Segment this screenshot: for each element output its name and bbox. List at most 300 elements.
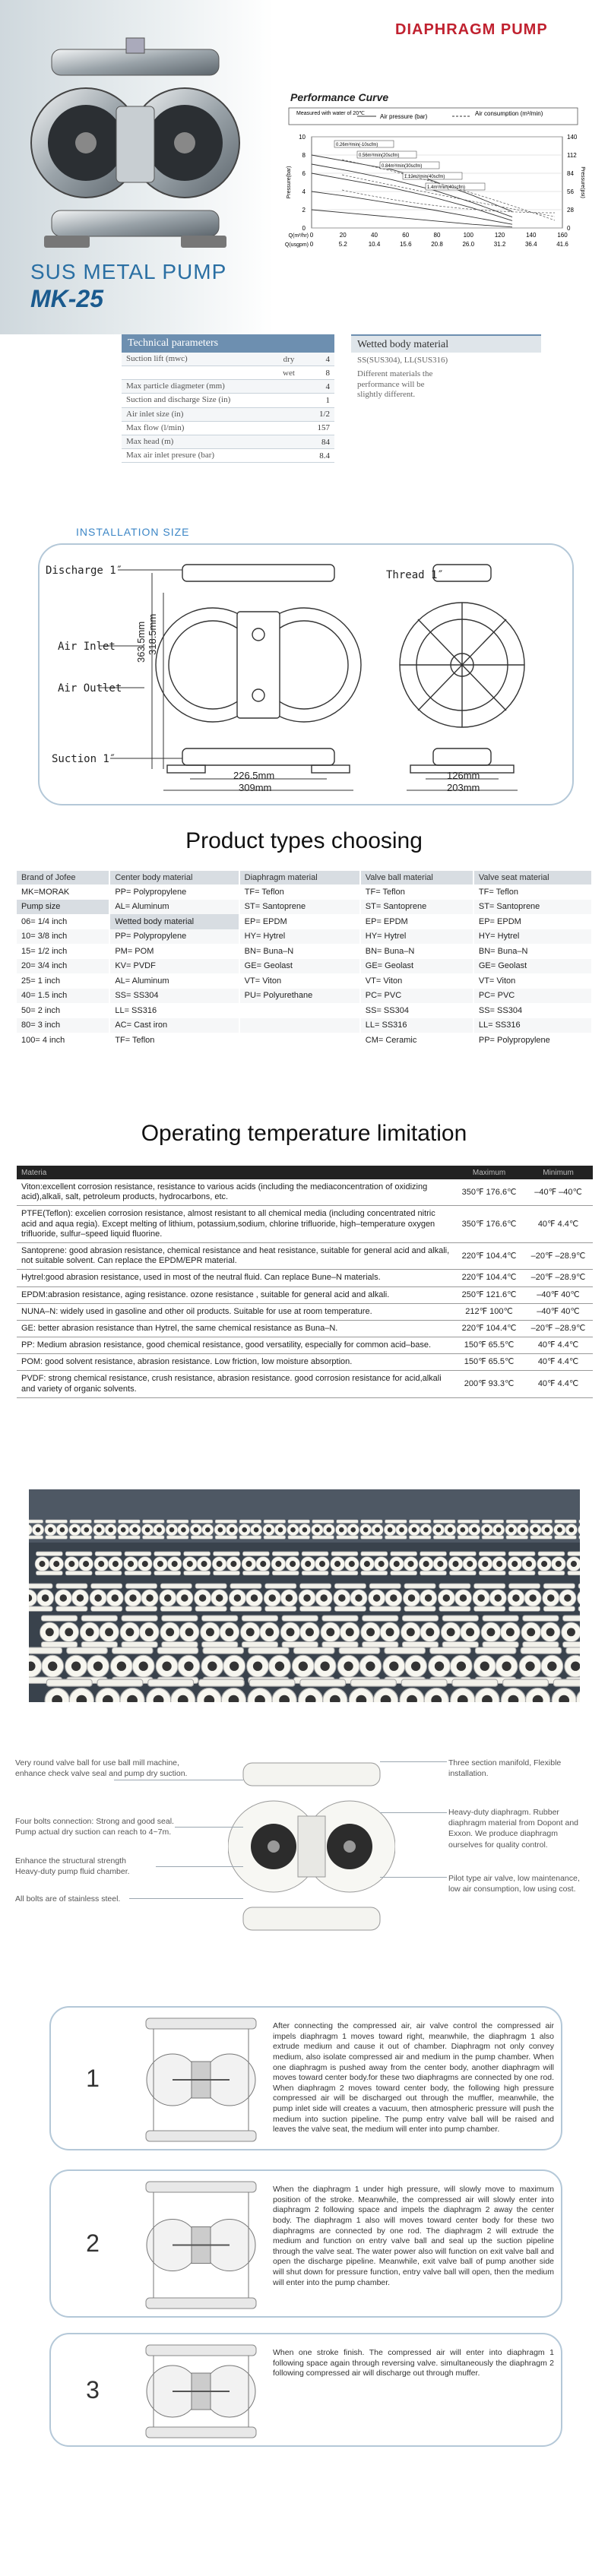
product-types-cell: BN= Buna–N: [360, 944, 473, 959]
pressure-curve: [312, 210, 512, 227]
legend-air-pressure: Air pressure (bar): [380, 113, 428, 120]
feature-structural: Enhance the structural strength Heavy-duty pump fluid chamber.: [15, 1856, 130, 1877]
temperature-row: [17, 1303, 593, 1320]
pump-unit: [473, 1647, 518, 1683]
material-description: GE: better abrasion resistance than Hytrel, the same chemical resistance as Buna–N.: [17, 1320, 454, 1337]
x-axis-label-m3hr: Q(m³/hr): [288, 233, 309, 239]
step-diagram: [138, 2179, 264, 2312]
product-types-cell: 100= 4 inch: [17, 1033, 109, 1048]
product-types-cell: PP= Polypropylene: [109, 885, 239, 900]
pressure-curve: [312, 164, 512, 217]
x-tick-usgpm: 41.6: [556, 241, 568, 248]
product-types-cell: TF= Teflon: [109, 1033, 239, 1048]
model-number: MK-25: [30, 285, 104, 312]
product-types-title: Product types choosing: [185, 828, 423, 853]
pump-unit: [271, 1552, 300, 1575]
pump-unit: [478, 1552, 507, 1575]
factory-photo: [29, 1489, 580, 1702]
product-types-table: [17, 871, 593, 1048]
pump-unit: [567, 1552, 580, 1575]
product-types-cell: [239, 1003, 360, 1018]
product-types-cell: MK=MORAK: [17, 885, 109, 900]
product-types-cell: VT= Viton: [473, 973, 592, 989]
wetted-body-panel: [351, 334, 541, 403]
tech-param-label: Air inlet size (in): [126, 409, 184, 419]
temperature-row: [17, 1206, 593, 1243]
x-tick-usgpm: 36.4: [524, 241, 537, 248]
product-types-row: [17, 944, 592, 959]
y-tick-left: 0: [302, 225, 306, 232]
y-axis-label-left: Pressure(bar): [287, 166, 292, 199]
tech-param-value: 1: [325, 395, 330, 405]
pump-unit: [312, 1520, 335, 1539]
pump-unit: [369, 1584, 402, 1611]
air-consumption-label: 1.4m³/min(40scfm): [427, 185, 466, 190]
min-temperature: –40℉ 40℃: [524, 1303, 593, 1320]
product-types-cell: SS= SS304: [473, 1003, 592, 1018]
product-types-row: [17, 900, 592, 915]
x-tick-m3hr: 160: [557, 232, 568, 239]
temperature-row: [17, 1286, 593, 1303]
air-consumption-label: 1.12m³/min(40scfm): [404, 175, 445, 179]
pump-unit: [331, 1552, 359, 1575]
pump-unit: [562, 1616, 580, 1647]
feature-diaphragm: Heavy-duty diaphragm. Rubber diaphragm material from Dopont and Exxon. We produce diaphragm ourselves for quality control.: [448, 1808, 579, 1850]
pump-unit: [481, 1520, 505, 1539]
product-types-cell: [239, 1033, 360, 1048]
y-tick-right: 112: [567, 152, 577, 159]
pump-unit: [287, 1520, 311, 1539]
product-types-cell: PM= POM: [109, 944, 239, 959]
product-types-cell: 15= 1/2 inch: [17, 944, 109, 959]
product-types-row: [17, 989, 592, 1004]
air-consumption-curve: [342, 175, 555, 217]
feature-stainless: All bolts are of stainless steel.: [15, 1894, 121, 1904]
pump-unit: [240, 1616, 279, 1647]
product-types-cell: PC= PVC: [360, 989, 473, 1004]
pump-unit: [336, 1520, 359, 1539]
step-diagram: [138, 2015, 264, 2144]
tech-param-label: [122, 372, 274, 375]
tech-param-label: Max particle diagmeter (mm): [126, 381, 225, 391]
product-types-cell: GE= Geolast: [239, 959, 360, 974]
pump-unit: [242, 1552, 271, 1575]
tech-param-row: [122, 366, 334, 380]
pump-unit: [521, 1616, 560, 1647]
height-dimension-2: 318.5mm: [147, 613, 158, 655]
material-description: Viton:excellent corrosion resistance, resistance to various acids (including the mediaconcentration of oxidizing acid),alkali, salt, petroleum products, hydrocarbons, etc.: [17, 1179, 454, 1206]
step-number: 1: [86, 2064, 100, 2092]
performance-curve-title: Performance Curve: [290, 91, 389, 103]
pump-unit: [389, 1552, 418, 1575]
product-types-cell: ST= Santoprene: [239, 900, 360, 915]
width-dimension-1: 226.5mm: [233, 770, 275, 781]
wetted-body-note: Different materials the performance will be slightly different.: [357, 369, 433, 400]
temperature-table: [17, 1166, 593, 1398]
product-types-cell: PP= Polypropylene: [109, 929, 239, 945]
pump-unit: [299, 1584, 332, 1611]
installation-drawing-panel: [38, 543, 574, 805]
pump-unit: [508, 1584, 541, 1611]
air-consumption-label: 0.26m³/min(-10scfm): [336, 143, 378, 147]
product-types-cell: 80= 3 inch: [17, 1018, 109, 1033]
pump-unit: [361, 1616, 400, 1647]
pump-unit: [448, 1552, 477, 1575]
product-types-row: [17, 1003, 592, 1018]
pump-unit: [141, 1520, 165, 1539]
x-tick-usgpm: 31.2: [493, 241, 506, 248]
working-step-panel: [49, 2006, 562, 2150]
product-types-header: Diaphragm material: [239, 871, 360, 885]
tech-param-row: [122, 435, 334, 449]
x-tick-usgpm: 15.6: [399, 241, 412, 248]
y-tick-left: 6: [302, 170, 306, 177]
pump-unit: [263, 1520, 287, 1539]
tech-param-row: [122, 408, 334, 422]
pump-unit: [457, 1520, 480, 1539]
material-description: NUNA–N: widely used in gasoline and other oil products. Suitable for use at room temperature.: [17, 1303, 454, 1320]
legend-water: Measured with water of 20℃: [296, 111, 365, 116]
tech-param-value: 8.4: [319, 451, 330, 460]
technical-parameters-table: [122, 334, 334, 463]
legend-air-consumption: Air consumption (m³/min): [475, 110, 543, 117]
product-types-cell: [239, 1018, 360, 1033]
pump-unit: [29, 1520, 44, 1539]
plastic-pump-illustration: [228, 1755, 395, 1938]
x-tick-m3hr: 20: [339, 232, 347, 239]
max-temperature: 200℉ 93.3℃: [454, 1371, 524, 1397]
product-types-cell: AL= Aluminum: [109, 900, 239, 915]
product-types-cell: AL= Aluminum: [109, 973, 239, 989]
pump-unit: [40, 1616, 79, 1647]
tech-param-row: [122, 394, 334, 407]
temperature-row: [17, 1270, 593, 1286]
pump-unit: [125, 1584, 158, 1611]
pump-unit: [120, 1616, 159, 1647]
product-types-cell: AC= Cast iron: [109, 1018, 239, 1033]
product-types-cell: BN= Buna–N: [473, 944, 592, 959]
tech-param-value: 157: [317, 423, 330, 433]
pump-unit: [69, 1520, 93, 1539]
temperature-header-minimum: Minimum: [524, 1166, 593, 1179]
product-types-cell: EP= EPDM: [473, 914, 592, 929]
product-types-cell: PC= PVC: [473, 989, 592, 1004]
wetted-body-title: Wetted body material: [351, 334, 541, 353]
pump-unit: [247, 1647, 291, 1683]
product-types-row: [17, 959, 592, 974]
wetted-body-materials: SS(SUS304), LL(SUS316): [357, 356, 448, 365]
y-tick-right: 140: [567, 134, 578, 141]
product-types-cell: TF= Teflon: [360, 885, 473, 900]
product-types-cell: PU= Polyurethane: [239, 989, 360, 1004]
tech-param-label: Max air inlet presure (bar): [126, 451, 215, 460]
feature-pilot-valve: Pilot type air valve, low maintenance, low air consumption, low using cost.: [448, 1874, 580, 1894]
max-temperature: 220℉ 104.4℃: [454, 1242, 524, 1269]
pump-unit: [403, 1584, 436, 1611]
pump-unit: [29, 1647, 64, 1683]
pump-unit: [384, 1520, 407, 1539]
y-tick-left: 8: [302, 152, 306, 159]
pump-unit: [419, 1552, 448, 1575]
max-temperature: 350℉ 176.6℃: [454, 1206, 524, 1243]
tech-param-condition: dry: [283, 354, 295, 364]
temperature-row: [17, 1371, 593, 1397]
product-types-cell: CM= Ceramic: [360, 1033, 473, 1048]
air-consumption-label: 0.84m³/min(30scfm): [382, 164, 423, 169]
product-types-header: Brand of Jofee: [17, 871, 109, 885]
product-types-cell: 25= 1 inch: [17, 973, 109, 989]
min-temperature: –20℉ –28.9℃: [524, 1320, 593, 1337]
tech-param-row: [122, 422, 334, 435]
product-types-cell: SS= SS304: [360, 1003, 473, 1018]
installation-size-title: INSTALLATION SIZE: [76, 526, 190, 538]
feature-valve-ball: Very round valve ball for use ball mill machine, enhance check valve seal and pump dry suction.: [15, 1758, 188, 1779]
max-temperature: 220℉ 104.4℃: [454, 1320, 524, 1337]
pump-unit: [90, 1584, 123, 1611]
x-tick-usgpm: 26.0: [462, 241, 475, 248]
y-tick-right: 84: [567, 170, 574, 177]
working-step-panel: [49, 2333, 562, 2447]
pump-unit: [29, 1584, 54, 1611]
discharge-label: Discharge 1″: [46, 565, 123, 577]
temperature-row: [17, 1354, 593, 1371]
product-types-header: Valve ball material: [360, 871, 473, 885]
pump-unit: [438, 1584, 471, 1611]
y-axis-label-right: Pressure(psi): [580, 166, 585, 198]
y-tick-left: 4: [302, 188, 306, 195]
min-temperature: 40℉ 4.4℃: [524, 1337, 593, 1354]
pump-unit: [55, 1584, 88, 1611]
material-description: PTFE(Teflon): excelien corrosion resistance, almost resistant to all chemical media (including concentrated nitric acid and aqua regia). Except melting of lithium, potassium,sodium, chlorine trifluoride, high–temperature oxygen trifluoride, sulfur–speed liquid fluorine.: [17, 1206, 454, 1243]
width-dimension-2: 309mm: [239, 782, 272, 793]
air-outlet-label: Air Outlet: [58, 682, 122, 695]
product-types-row: [17, 885, 592, 900]
product-types-cell: EP= EPDM: [360, 914, 473, 929]
pump-unit: [212, 1552, 241, 1575]
pump-unit: [334, 1584, 367, 1611]
x-tick-m3hr: 40: [371, 232, 378, 239]
pump-unit: [337, 1647, 382, 1683]
product-types-cell: HY= Hytrel: [360, 929, 473, 945]
product-types-cell: Wetted body material: [109, 914, 239, 929]
product-types-cell: HY= Hytrel: [239, 929, 360, 945]
product-types-cell: Pump size: [17, 900, 109, 915]
max-temperature: 150℉ 65.5℃: [454, 1337, 524, 1354]
x-tick-m3hr: 60: [402, 232, 410, 239]
tech-param-value: 1/2: [318, 410, 330, 419]
product-types-row: [17, 914, 592, 929]
pump-unit: [508, 1552, 537, 1575]
pressure-curve: [312, 173, 512, 220]
max-temperature: 250℉ 121.6℃: [454, 1286, 524, 1303]
pump-unit: [160, 1616, 199, 1647]
min-temperature: 40℉ 4.4℃: [524, 1371, 593, 1397]
tech-param-row: [122, 380, 334, 394]
pump-unit: [93, 1520, 117, 1539]
x-tick-m3hr: 100: [463, 232, 473, 239]
pump-unit: [360, 1520, 384, 1539]
pump-unit: [110, 1647, 154, 1683]
product-category-title: DIAPHRAGM PUMP: [395, 21, 548, 38]
product-types-cell: PP= Polypropylene: [473, 1033, 592, 1048]
pump-unit: [505, 1520, 529, 1539]
product-types-cell: ST= Santoprene: [473, 900, 592, 915]
tech-param-row: [122, 353, 334, 366]
x-tick-m3hr: 0: [309, 232, 314, 239]
tech-param-value: 4: [325, 354, 330, 364]
product-types-cell: TF= Teflon: [473, 885, 592, 900]
tech-param-label: Max flow (l/min): [126, 422, 185, 432]
min-temperature: 40℉ 4.4℃: [524, 1354, 593, 1371]
thread-label: Thread 1″: [386, 569, 444, 581]
tech-param-condition: wet: [283, 368, 295, 378]
pump-unit: [537, 1552, 566, 1575]
pump-unit: [432, 1520, 456, 1539]
pump-unit: [156, 1647, 200, 1683]
y-tick-right: 56: [567, 188, 574, 195]
pump-unit: [94, 1552, 123, 1575]
material-description: PVDF: strong chemical resistance, crush resistance, abrasion resistance. good corrosion resistance for acid,alkali and variety of organic solvents.: [17, 1371, 454, 1397]
product-types-cell: TF= Teflon: [239, 885, 360, 900]
min-temperature: –20℉ –28.9℃: [524, 1270, 593, 1286]
tech-param-label: Max head (m): [126, 436, 174, 446]
pump-unit: [530, 1520, 553, 1539]
pump-unit: [401, 1616, 440, 1647]
side-dimension-2: 203mm: [447, 782, 480, 793]
tech-param-row: [122, 449, 334, 463]
temperature-row: [17, 1242, 593, 1269]
pump-unit: [190, 1520, 214, 1539]
product-types-cell: 10= 3/8 inch: [17, 929, 109, 945]
product-types-row: [17, 1033, 592, 1048]
feature-manifold: Three section manifold, Flexible installation.: [448, 1758, 562, 1779]
product-types-cell: 40= 1.5 inch: [17, 989, 109, 1004]
installation-drawing: [38, 543, 574, 805]
product-types-cell: ST= Santoprene: [360, 900, 473, 915]
min-temperature: –40℉ –40℃: [524, 1179, 593, 1206]
pump-unit: [383, 1647, 427, 1683]
product-types-row: [17, 929, 592, 945]
temperature-row: [17, 1179, 593, 1206]
product-types-cell: 06= 1/4 inch: [17, 914, 109, 929]
product-types-cell: EP= EPDM: [239, 914, 360, 929]
pump-unit: [195, 1584, 228, 1611]
pump-unit: [160, 1584, 193, 1611]
pump-unit: [264, 1584, 297, 1611]
tech-param-value: 8: [325, 368, 330, 378]
step-diagram: [138, 2342, 264, 2441]
product-types-cell: GE= Geolast: [360, 959, 473, 974]
max-temperature: 150℉ 65.5℃: [454, 1354, 524, 1371]
product-types-cell: HY= Hytrel: [473, 929, 592, 945]
tech-param-value: 4: [325, 381, 330, 391]
pump-unit: [35, 1552, 64, 1575]
step-number: 3: [86, 2375, 100, 2404]
pump-unit: [543, 1584, 576, 1611]
pump-unit: [118, 1520, 141, 1539]
product-types-cell: VT= Viton: [360, 973, 473, 989]
pump-unit: [321, 1616, 359, 1647]
x-tick-m3hr: 80: [433, 232, 441, 239]
air-inlet-label: Air Inlet: [58, 641, 116, 653]
pump-unit: [280, 1616, 319, 1647]
product-types-cell: 20= 3/4 inch: [17, 959, 109, 974]
working-step-panel: [49, 2169, 562, 2318]
material-description: PP: Medium abrasion resistance, good chemical resistance, good versatility, especially for common acid–base.: [17, 1337, 454, 1354]
max-temperature: 220℉ 104.4℃: [454, 1270, 524, 1286]
max-temperature: 212℉ 100℃: [454, 1303, 524, 1320]
x-tick-usgpm: 10.4: [368, 241, 381, 248]
product-types-cell: 50= 2 inch: [17, 1003, 109, 1018]
pump-unit: [229, 1584, 262, 1611]
y-tick-right: 28: [567, 207, 574, 214]
pump-unit: [408, 1520, 432, 1539]
product-header: [0, 0, 608, 357]
x-tick-usgpm: 0: [309, 241, 314, 248]
pump-unit: [565, 1647, 580, 1683]
suction-label: Suction 1″: [52, 753, 116, 765]
technical-parameters-title: Technical parameters: [122, 334, 334, 353]
tech-param-label: Suction and discharge Size (in): [126, 395, 231, 405]
pump-unit: [166, 1520, 189, 1539]
product-types-row: [17, 973, 592, 989]
product-types-cell: GE= Geolast: [473, 959, 592, 974]
step-number: 2: [86, 2229, 100, 2257]
step-description: When the diaphragm 1 under high pressure, will slowly move to maximum position of the stroke. Meanwhile, the compressed air will slowly enter into diaphragm 2 following space and impels the diaphragm 2 away the center body. The diaphragm 1 also will moves toward center body for these two diaphragms are connected by one rod. The diaphragm 2 will extrude the medium and function on entry valve ball and seal up the suction pipeline through the valve seat. The water power also will function on exit valve ball and open the discharge pipeline. Meanwhile, exit valve ball of pump another side will shut down for pressure function, entry valve ball will open, then the medium will enter into the pump chamber.: [273, 2185, 554, 2287]
performance-curve-chart: [281, 106, 585, 258]
height-dimension-1: 363.5mm: [135, 621, 147, 663]
x-tick-usgpm: 20.8: [431, 241, 443, 248]
pump-unit: [360, 1552, 389, 1575]
x-tick-m3hr: 120: [494, 232, 505, 239]
side-dimension-1: 126mm: [447, 770, 480, 781]
material-description: Hytrel:good abrasion resistance, used in most of the neutral fluid. Can replace Bune–N materials.: [17, 1270, 454, 1286]
min-temperature: –20℉ –28.9℃: [524, 1242, 593, 1269]
factory-pumps-image: [29, 1489, 580, 1702]
temperature-header-maximum: Maximum: [454, 1166, 524, 1179]
pump-unit: [124, 1552, 153, 1575]
pump-unit: [154, 1552, 182, 1575]
pump-unit: [182, 1552, 211, 1575]
pump-unit: [473, 1584, 506, 1611]
pump-unit: [239, 1520, 262, 1539]
y-tick-right: 0: [567, 225, 571, 232]
pump-unit: [519, 1647, 563, 1683]
metal-pump-illustration: [21, 34, 249, 255]
pump-unit: [45, 1520, 68, 1539]
pump-unit: [80, 1616, 119, 1647]
x-tick-m3hr: 140: [526, 232, 537, 239]
air-consumption-label: 0.56m³/min(20scfm): [359, 153, 400, 158]
product-types-cell: VT= Viton: [239, 973, 360, 989]
product-types-cell: KV= PVDF: [109, 959, 239, 974]
temperature-row: [17, 1320, 593, 1337]
product-types-header: Valve seat material: [473, 871, 592, 885]
pump-unit: [301, 1552, 330, 1575]
x-tick-usgpm: 5.2: [338, 241, 347, 248]
pump-unit: [201, 1647, 245, 1683]
pump-unit: [429, 1647, 473, 1683]
min-temperature: 40℉ 4.4℃: [524, 1206, 593, 1243]
max-temperature: 350℉ 176.6℃: [454, 1179, 524, 1206]
temperature-header-material: Materia: [17, 1166, 454, 1179]
series-title: SUS METAL PUMP: [30, 260, 227, 283]
pump-unit: [481, 1616, 520, 1647]
material-description: EPDM:abrasion resistance, aging resistance. ozone resistance , suitable for general acid and alkali.: [17, 1286, 454, 1303]
pump-unit: [554, 1520, 578, 1539]
temperature-row: [17, 1337, 593, 1354]
pump-unit: [65, 1647, 109, 1683]
